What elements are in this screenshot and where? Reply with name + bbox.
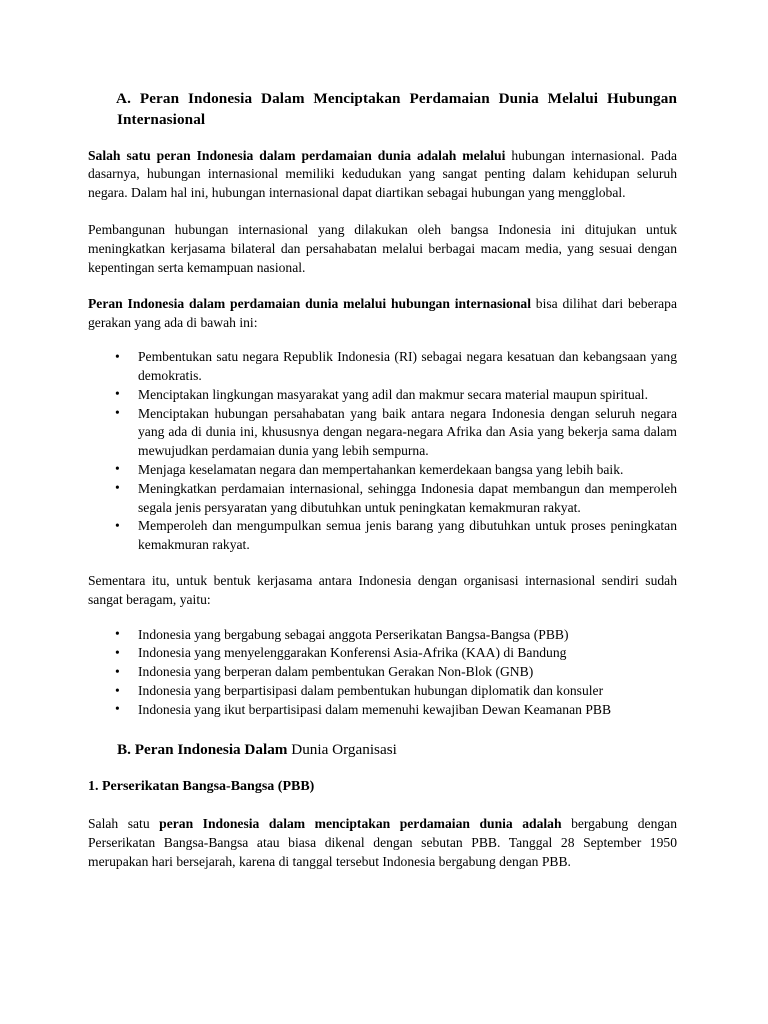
section-a-paragraph-4: Sementara itu, untuk bentuk kerjasama antara Indonesia dengan organisasi internasional sendiri sudah sangat beragam, yaitu: <box>88 573 677 607</box>
section-a-paragraph-1 <box>88 147 677 203</box>
list-item: • Indonesia yang berperan dalam pembentukan Gerakan Non-Blok (GNB) <box>88 663 677 682</box>
spacer <box>88 720 677 740</box>
section-a-heading-label: A. <box>116 90 131 107</box>
list-item: • Indonesia yang berpartisipasi dalam pembentukan hubungan diplomatik dan konsuler <box>88 682 677 701</box>
section-b-paragraph-1-rest: bergabung dengan Perserikatan Bangsa-Bangsa atau biasa dikenal dengan sebutan PBB. Tanggal 28 September 1950 merupakan hari bersejarah, karena di tanggal tersebut Indonesia bergabung dengan PBB. <box>88 816 677 869</box>
section-a-paragraph-2: Pembangunan hubungan internasional yang dilakukan oleh bangsa Indonesia ini ditujukan untuk meningkatkan kerjasama bilateral dan persahabatan melalui berbagai macam media, yang sesuai dengan kepentingan serta kemampuan nasional. <box>88 222 677 275</box>
list-item: • Meningkatkan perdamaian internasional, sehingga Indonesia dapat membangun dan memperoleh segala jenis persyaratan yang dibutuhkan untuk peningkatan kemakmuran rakyat. <box>88 480 677 518</box>
section-a-paragraph-3-rest: bisa dilihat dari beberapa gerakan yang ada di bawah ini: <box>88 296 677 331</box>
list-item: • Menciptakan lingkungan masyarakat yang adil dan makmur secara material maupun spiritual. <box>88 386 677 405</box>
section-b-paragraph-1-lead: Salah satu <box>88 816 160 832</box>
section-a-heading <box>88 88 677 131</box>
section-b-heading-bold: B. Peran Indonesia Dalam <box>117 740 288 758</box>
spacer <box>88 277 677 295</box>
section-a-bullet-list-1 <box>88 348 677 555</box>
section-b-paragraph-1-bold: peran Indonesia dalam menciptakan perdamaian dunia adalah <box>159 816 562 832</box>
spacer <box>88 203 677 221</box>
section-b-heading <box>88 740 677 761</box>
document-body <box>88 88 677 872</box>
section-a-heading-text: Peran Indonesia Dalam Menciptakan Perdamaian Dunia Melalui Hubungan Internasional <box>117 90 677 129</box>
section-b-paragraph-1 <box>88 815 677 871</box>
list-item: • Memperoleh dan mengumpulkan semua jenis barang yang dibutuhkan untuk proses peningkatan kemakmuran rakyat. <box>88 517 677 555</box>
section-a-paragraph-1-rest: hubungan internasional. Pada dasarnya, hubungan internasional memiliki kedudukan yang sangat penting dalam kehidupan seluruh negara. Dalam hal ini, hubungan internasional dapat diartikan sebagai hubungan yang mengglobal. <box>88 147 677 201</box>
section-a-paragraph-3 <box>88 295 677 333</box>
spacer <box>88 797 677 815</box>
list-item: • Menciptakan hubungan persahabatan yang baik antara negara Indonesia dengan seluruh negara yang ada di dunia ini, khususnya dengan negara-negara Afrika dan Asia yang bekerja sama dalam mewujudkan perdamaian dunia yang lebih sempurna. <box>88 405 677 461</box>
spacer <box>88 610 677 626</box>
section-a-paragraph-1-bold: Salah satu peran Indonesia dalam perdamaian dunia adalah melalui <box>88 147 506 163</box>
spacer <box>88 760 677 778</box>
list-item: • Menjaga keselamatan negara dan mempertahankan kemerdekaan bangsa yang lebih baik. <box>88 461 677 480</box>
section-b-subheading: 1. Perserikatan Bangsa-Bangsa (PBB) <box>88 779 315 795</box>
list-item: • Indonesia yang bergabung sebagai anggota Perserikatan Bangsa-Bangsa (PBB) <box>88 626 677 645</box>
spacer <box>88 555 677 572</box>
list-item: • Indonesia yang ikut berpartisipasi dalam memenuhi kewajiban Dewan Keamanan PBB <box>88 701 677 720</box>
list-item: • Indonesia yang menyelenggarakan Konferensi Asia-Afrika (KAA) di Bandung <box>88 644 677 663</box>
section-a-paragraph-3-bold: Peran Indonesia dalam perdamaian dunia melalui hubungan internasional <box>88 296 531 312</box>
list-item: • Pembentukan satu negara Republik Indonesia (RI) sebagai negara kesatuan dan kebangsaan yang demokratis. <box>88 348 677 386</box>
spacer <box>88 333 677 348</box>
section-a-bullet-list-2 <box>88 626 677 720</box>
section-b-heading-normal: Dunia Organisasi <box>287 740 397 758</box>
